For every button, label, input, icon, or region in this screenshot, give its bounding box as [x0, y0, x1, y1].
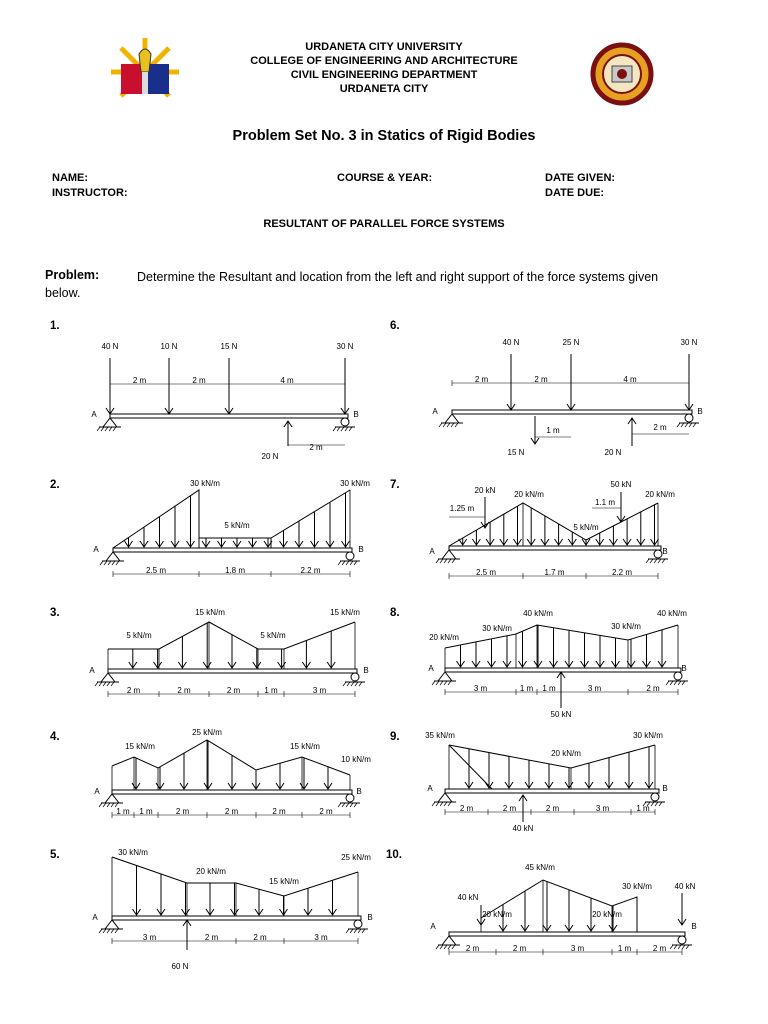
ground-hatch [345, 427, 348, 431]
ground-hatch [103, 682, 106, 686]
diagram-label: 40 kN [674, 882, 696, 891]
ground-hatch [338, 803, 341, 807]
diagram-label: 30 N [336, 342, 354, 351]
problem-label: Problem: [45, 268, 100, 282]
ground-hatch [659, 802, 662, 806]
department-name: CIVIL ENGINEERING DEPARTMENT [290, 69, 478, 81]
diagram-label: 1 m [116, 807, 130, 816]
diagram-label: 1 m [617, 944, 632, 953]
ground-hatch [354, 803, 357, 807]
ground-hatch [689, 423, 692, 427]
university-name: URDANETA CITY UNIVERSITY [305, 41, 463, 53]
diagram-label: B [353, 410, 359, 419]
diagram-label: B [697, 407, 703, 416]
ground-hatch [682, 945, 685, 949]
diagram-label: 20 kN/m [551, 749, 581, 758]
ground-hatch [674, 681, 677, 685]
ground-hatch [448, 559, 451, 563]
diagram-label: 20 kN [474, 486, 496, 495]
diagram-label: 2 m [253, 933, 267, 942]
diagram-label: 2 m [204, 933, 219, 942]
diagram-label: 3 m [142, 933, 157, 942]
pin-support [101, 673, 115, 682]
ground-hatch [346, 561, 349, 565]
ground-hatch [674, 945, 677, 949]
diagram-label: 20 kN/m [514, 490, 544, 499]
diagram-label: 4 m [280, 376, 294, 385]
diagram-label: A [427, 784, 433, 793]
ground-hatch [432, 681, 435, 685]
ground-hatch [670, 945, 673, 949]
diagram-label: 2 m [192, 376, 206, 385]
diagram-label: 1.8 m [224, 566, 246, 575]
ground-hatch [105, 427, 108, 431]
ground-hatch [116, 561, 119, 565]
diagram-label: 40 kN/m [657, 609, 687, 618]
diagram-label: 2 m [502, 804, 517, 813]
diagram-label: A [429, 547, 435, 556]
diagram-label: 4 m [623, 375, 637, 384]
diagram-label: 3 m [312, 686, 327, 695]
ground-hatch [104, 561, 107, 565]
diagram-label: A [93, 545, 99, 554]
ground-hatch [112, 561, 115, 565]
diagram-label: 5 kN/m [126, 631, 152, 640]
diagram-label: 3 m [314, 933, 328, 942]
diagram-label: 2 m [646, 684, 660, 693]
ground-hatch [99, 803, 102, 807]
diagram-label: A [428, 664, 434, 673]
diagram-label: 2 m [175, 807, 190, 816]
roller-support [654, 550, 662, 558]
diagram-label: 20 kN/m [429, 633, 459, 642]
pin-support [105, 920, 119, 929]
ground-hatch [103, 803, 106, 807]
ground-hatch [677, 423, 680, 427]
ground-hatch [108, 561, 111, 565]
diagram-label: B [681, 664, 687, 673]
ground-hatch [455, 423, 458, 427]
diagram-label: 15 N [507, 448, 525, 457]
ground-hatch [358, 929, 361, 933]
roller-support [346, 794, 354, 802]
ground-hatch [337, 427, 340, 431]
diagram-label: 2 m [224, 807, 239, 816]
pin-support [103, 418, 117, 427]
diagram-label: 15 kN/m [195, 608, 225, 617]
ground-hatch [439, 423, 442, 427]
diagram-label: 20 N [261, 452, 279, 461]
diagram-label: 25 N [562, 338, 580, 347]
ground-hatch [111, 803, 114, 807]
item-number: 4. [50, 731, 60, 743]
ground-hatch [452, 559, 455, 563]
diagram-label: 20 kN/m [592, 910, 622, 919]
diagram-label: 40 kN/m [523, 609, 553, 618]
diagram-label: 60 N [171, 962, 189, 971]
diagram-label: 30 kN/m [633, 731, 663, 740]
diagram-label: 1 m [264, 686, 278, 695]
ground-hatch [107, 929, 110, 933]
diagram-label: 5 kN/m [224, 521, 250, 530]
diagram-label: 30 kN/m [190, 479, 220, 488]
diagram-label: 30 kN/m [482, 624, 512, 633]
ground-hatch [95, 682, 98, 686]
ground-hatch [451, 423, 454, 427]
diagram-label: 15 kN/m [269, 877, 299, 886]
ground-hatch [350, 803, 353, 807]
ground-hatch [115, 929, 118, 933]
diagram-label: 20 kN/m [482, 910, 512, 919]
pin-support [445, 414, 459, 423]
date-due-label: DATE DUE: [545, 187, 605, 199]
pin-support [442, 550, 456, 559]
load-diagram [445, 625, 678, 648]
course-year-label: COURSE & YEAR: [337, 172, 433, 184]
ground-hatch [681, 423, 684, 427]
ground-hatch [444, 802, 447, 806]
diagram-label: 2 m [177, 686, 191, 695]
item-number: 3. [50, 607, 60, 619]
item-number: 9. [390, 731, 400, 743]
item-number: 10. [386, 849, 402, 861]
diagram-label: A [91, 410, 97, 419]
college-name: COLLEGE OF ENGINEERING AND ARCHITECTURE [250, 55, 518, 67]
diagram-label: 1 m [542, 684, 556, 693]
beam [452, 410, 692, 414]
diagram-label: 30 kN/m [611, 622, 641, 631]
diagram-label: 30 kN/m [622, 882, 652, 891]
diagram-label: 35 kN/m [425, 731, 455, 740]
diagram-label: 3 m [473, 684, 488, 693]
ground-hatch [448, 802, 451, 806]
diagram-label: 2 m [545, 804, 560, 813]
diagram-label: 25 kN/m [341, 853, 371, 862]
diagram-label: 20 kN/m [196, 867, 226, 876]
ground-hatch [100, 561, 103, 565]
ground-hatch [646, 559, 649, 563]
diagram-label: 2.2 m [300, 566, 321, 575]
ground-hatch [101, 427, 104, 431]
ground-hatch [338, 561, 341, 565]
ground-hatch [350, 929, 353, 933]
roller-support [651, 793, 659, 801]
diagram-label: 1.25 m [449, 504, 475, 513]
ground-hatch [359, 682, 362, 686]
diagram-label: B [356, 787, 362, 796]
diagram-label: A [94, 787, 100, 796]
diagram-label: 2.2 m [611, 568, 633, 577]
diagram-label: 50 kN [610, 480, 632, 489]
diagram-label: A [430, 922, 436, 931]
diagram-label: 1 m [546, 426, 560, 435]
diagram-label: 1.7 m [544, 568, 565, 577]
ground-hatch [99, 682, 102, 686]
city-name: URDANETA CITY [339, 83, 429, 95]
diagram-label: 1.1 m [594, 498, 616, 507]
diagram-label: 2 m [459, 804, 474, 813]
roller-support [674, 672, 682, 680]
roller-support [678, 936, 686, 944]
ground-hatch [654, 559, 657, 563]
ground-hatch [685, 423, 688, 427]
diagram-label: 45 kN/m [525, 863, 555, 872]
ground-hatch [111, 929, 114, 933]
diagram-label: 40 kN [457, 893, 479, 902]
ground-hatch [666, 681, 669, 685]
ground-hatch [436, 681, 439, 685]
ground-hatch [650, 559, 653, 563]
diagram-label: 2 m [465, 944, 480, 953]
diagram-label: 5 kN/m [573, 523, 599, 532]
diagram-label: 2 m [653, 423, 667, 432]
ground-hatch [448, 681, 451, 685]
instructor-label: INSTRUCTOR: [52, 187, 128, 199]
diagram-label: 15 kN/m [125, 742, 155, 751]
date-given-label: DATE GIVEN: [545, 172, 616, 184]
item-number: 8. [390, 607, 400, 619]
ground-hatch [350, 561, 353, 565]
diagram-label: 3 m [595, 804, 610, 813]
ground-hatch [440, 559, 443, 563]
diagram-label: 40 kN [512, 824, 534, 833]
ground-hatch [655, 802, 658, 806]
pin-support [106, 552, 120, 561]
ground-hatch [678, 945, 681, 949]
diagram-label: B [367, 913, 373, 922]
ground-hatch [107, 682, 110, 686]
diagram-label: B [662, 547, 668, 556]
diagram-label: 30 N [680, 338, 698, 347]
diagram-label: 2.5 m [475, 568, 497, 577]
ground-hatch [678, 681, 681, 685]
beam [112, 916, 361, 920]
diagram-label: 50 kN [550, 710, 572, 719]
diagram-label: 2 m [512, 944, 527, 953]
ground-hatch [436, 945, 439, 949]
diagram-label: 20 kN/m [645, 490, 675, 499]
ground-hatch [440, 945, 443, 949]
roller-support [354, 920, 362, 928]
name-label: NAME: [52, 172, 89, 184]
diagram-label: 5 kN/m [260, 631, 286, 640]
diagram-label: A [89, 666, 95, 675]
diagram-label: 2 m [319, 807, 333, 816]
diagram-label: 15 kN/m [290, 742, 320, 751]
ground-hatch [444, 559, 447, 563]
ground-hatch [343, 682, 346, 686]
section-subtitle: RESULTANT OF PARALLEL FORCE SYSTEMS [263, 218, 505, 230]
ground-hatch [355, 682, 358, 686]
ground-hatch [113, 427, 116, 431]
diagram-label: 2 m [226, 686, 241, 695]
ground-hatch [448, 945, 451, 949]
ground-hatch [347, 682, 350, 686]
problem-text: Determine the Resultant and location from the left and right support of the force systems given [137, 270, 659, 284]
diagram-label: 20 N [604, 448, 622, 457]
item-number: 7. [390, 479, 400, 491]
diagram-label: 3 m [570, 944, 585, 953]
diagram-label: 15 kN/m [330, 608, 360, 617]
diagram-label: B [691, 922, 697, 931]
beam [449, 546, 661, 550]
item-number: 1. [50, 320, 60, 332]
diagram-label: 10 kN/m [341, 755, 371, 764]
ground-hatch [103, 929, 106, 933]
ground-hatch [452, 945, 455, 949]
diagram-label: 30 kN/m [340, 479, 370, 488]
ground-hatch [97, 427, 100, 431]
roller-support [346, 552, 354, 560]
roller-support [341, 418, 349, 426]
beam [112, 790, 352, 794]
ground-hatch [342, 803, 345, 807]
load-diagram [481, 880, 637, 932]
item-number: 2. [50, 479, 60, 491]
ground-hatch [670, 681, 673, 685]
ground-hatch [432, 802, 435, 806]
ground-hatch [333, 427, 336, 431]
ground-hatch [693, 423, 696, 427]
diagram-label: 15 N [220, 342, 238, 351]
ground-hatch [99, 929, 102, 933]
ground-hatch [111, 682, 114, 686]
ground-hatch [440, 681, 443, 685]
roller-support [685, 414, 693, 422]
ground-hatch [436, 559, 439, 563]
pin-support [438, 672, 452, 681]
diagram-label: B [363, 666, 369, 675]
item-number: 6. [390, 320, 400, 332]
pin-support [438, 793, 452, 802]
pin-support [442, 936, 456, 945]
beam [449, 932, 685, 936]
ground-hatch [346, 929, 349, 933]
diagram-label: 2.5 m [145, 566, 167, 575]
diagram-label: 3 m [587, 684, 602, 693]
diagram-label: B [358, 545, 364, 554]
diagram-label: 2 m [652, 944, 667, 953]
diagram-label: 2 m [309, 443, 323, 452]
ground-hatch [444, 681, 447, 685]
ground-hatch [362, 929, 365, 933]
diagram-label: A [92, 913, 98, 922]
diagram-label: 1 m [636, 804, 650, 813]
ground-hatch [346, 803, 349, 807]
diagram-label: 2 m [126, 686, 141, 695]
item-number: 5. [50, 849, 60, 861]
diagram-label: 2 m [534, 375, 548, 384]
ground-hatch [351, 682, 354, 686]
diagram-label: 30 kN/m [118, 848, 148, 857]
ground-hatch [651, 802, 654, 806]
diagram-label: 2 m [132, 376, 147, 385]
diagram-label: 1 m [139, 807, 153, 816]
ground-hatch [354, 561, 357, 565]
diagram-label: 40 N [101, 342, 119, 351]
beam [113, 548, 352, 552]
diagram-label: A [432, 407, 438, 416]
ground-hatch [686, 945, 689, 949]
ground-hatch [107, 803, 110, 807]
ground-hatch [342, 561, 345, 565]
ground-hatch [447, 423, 450, 427]
page-title: Problem Set No. 3 in Statics of Rigid Bodies [232, 128, 536, 144]
ground-hatch [682, 681, 685, 685]
diagram-label: 40 N [502, 338, 520, 347]
diagram-label: 10 N [160, 342, 178, 351]
ground-hatch [349, 427, 352, 431]
ground-hatch [662, 559, 665, 563]
beam [445, 668, 681, 672]
ground-hatch [440, 802, 443, 806]
ground-hatch [341, 427, 344, 431]
problem-text-cont: below. [45, 286, 81, 300]
ground-hatch [354, 929, 357, 933]
beam [108, 669, 357, 673]
ground-hatch [444, 945, 447, 949]
beam [445, 789, 659, 793]
ground-hatch [436, 802, 439, 806]
diagram-label: 2 m [474, 375, 489, 384]
diagram-label: 1 m [519, 684, 534, 693]
ground-hatch [109, 427, 112, 431]
diagram-label: 25 kN/m [192, 728, 222, 737]
pin-support [105, 794, 119, 803]
diagram-label: 2 m [272, 807, 286, 816]
roller-support [351, 673, 359, 681]
ground-hatch [443, 423, 446, 427]
ground-hatch [658, 559, 661, 563]
diagram-label: B [662, 784, 668, 793]
